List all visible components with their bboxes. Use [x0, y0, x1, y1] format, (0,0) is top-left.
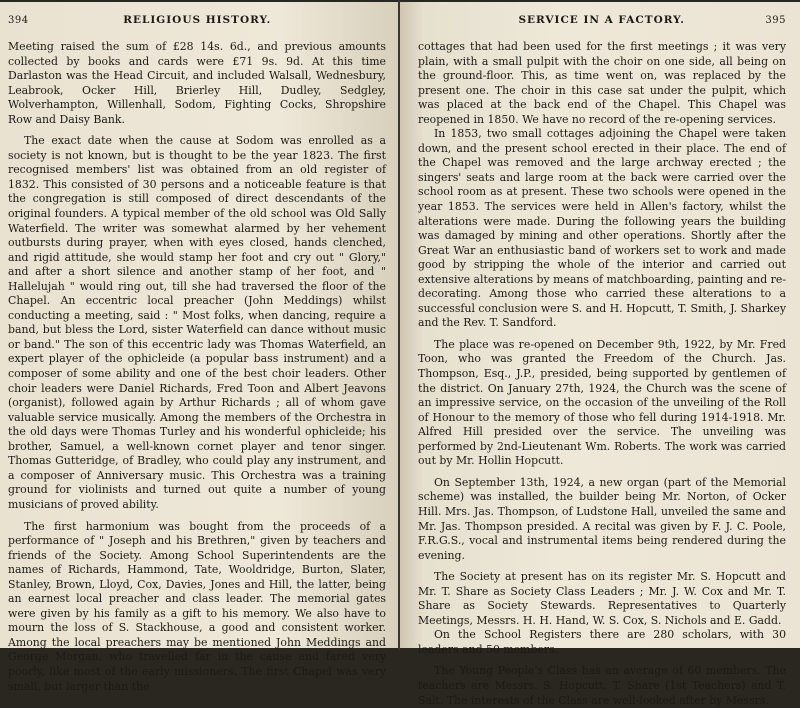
right-page-number: 395 — [765, 15, 786, 26]
right-paragraph-3: The place was re-opened on December 9th, 1922, by Mr. Fred Toon, who was granted the Freedom of the Church. Jas. Thompson, Esq., J.P., presided, being supported by gentlemen of the district. On January 27th, 1924, the Church was the scene of an impressive service, on the occasion of the unveiling of the Roll of Honour to the memory of those who fell during 1914-1918. Mr. Alfred Hill presided over the service. The unveiling was performed by 2nd-Lieutenant Wm. Roberts. The work was carried out by Mr. Hollin Hopcutt. — [418, 337, 786, 468]
right-paragraph-4: On September 13th, 1924, a new organ (part of the Memorial scheme) was installed, the builder being Mr. Norton, of Ocker Hill. Mrs. Jas. Thompson, of Ludstone Hall, unveiled the same and Mr. Jas. Thompson presided. A recital was given by F. J. C. Poole, F.R.G.S., vocal and instrumental items being rendered during the evening. — [418, 475, 786, 562]
left-page-number: 394 — [8, 15, 29, 26]
left-page-body — [8, 40, 386, 694]
right-paragraph-5: The Society at present has on its register Mr. S. Hopcutt and Mr. T. Share as Society Class Leaders ; Mr. J. W. Cox and Mr. T. Share as Society Stewards. Representatives to Quarterly Meetings, Messrs. H. H. Hand, W. S. Cox, S. Nichols and E. Gadd. — [418, 570, 786, 627]
left-paragraph-1: Meeting raised the sum of £28 14s. 6d., and previous amounts collected by books and cards were £71 9s. 9d. At this time Darlaston was the Head Circuit, and included Walsall, Wednesbury, Leabrook, Ocker Hill, Brierley Hill, Dudley, Sedgley, Wolverhampton, Willenhall, Sodom, Fighting Cocks, Shropshire Row and Daisy Bank. — [8, 40, 386, 126]
right-running-head — [418, 14, 786, 40]
right-paragraph-1: cottages that had been used for the first meetings ; it was very plain, with a small pulpit with the choir on one side, all being on the ground-floor. This, as time went on, was replaced by the present one. The choir in this case sat under the pulpit, which was placed at the back end of the Chapel. This Chapel was reopened in 1850. We have no record of the re-opening services. — [418, 40, 786, 126]
right-running-title: SERVICE IN A FACTORY. — [518, 14, 685, 26]
left-page — [0, 2, 398, 693]
left-paragraph-3: The first harmonium was bought from the proceeds of a performance of " Joseph and his Brethren," given by teachers and friends of the Society. Among School Superintendents are the names of Richards, Hammond, Tate, Wooldridge, Burton, Slater, Stanley, Brown, Lloyd, Cox, Davies, Jones and Hill, the latter, being an earnest local preacher and class leader. The memorial gates were given by his family as a gift to his memory. We also have to mourn the loss of S. Stackhouse, a good and consistent worker. Among the local preachers may be mentioned John Meddings and George Morgan, who travelled far in the cause and fared very poorly, like most of the early missioners. The first Chapel was very small, but larger than the — [8, 519, 386, 693]
left-running-title: RELIGIOUS HISTORY. — [123, 14, 272, 26]
left-paragraph-2: The exact date when the cause at Sodom was enrolled as a society is not known, but is thought to be the year 1823. The first recognised members' list was obtained from an old register of 1832. This consisted of 30 persons and a noticeable feature is that the congregation is still composed of direct descendants of the original founders. A typical member of the old school was Old Sally Waterfield. The writer was somewhat alarmed by her vehement outbursts during prayer, when with eyes closed, hands clenched, and rigid attitude, she would stamp her foot and cry out " Glory," and after a short silence and another stamp of her foot, and " Hallelujah " would ring out, till she had traversed the floor of the Chapel. An eccentric local preacher (John Meddings) whilst conducting a meeting, said : " Most folks, when dancing, require a band, but bless the Lord, sister Waterfield can dance without music or band." The son of this eccentric lady was Thomas Waterfield, an expert player of the ophicleide (a popular bass instrument) and a composer of some ability and one of the best choir leaders. Other choir leaders were Daniel Richards, Fred Toon and Albert Jeavons (organist), followed again by Arthur Richards ; all of whom gave valuable service musically. Among the members of the Orchestra in the old days were Thomas Turley and his wonderful ophicleide; his brother, Samuel, a well-known cornet player and tenor singer. Thomas Gutteridge, of Bradley, who could play any instrument, and a composer of Anniversary music. This Orchestra was a training ground for violinists and turned out quite a number of young musicians of proved ability. — [8, 134, 386, 511]
right-paragraph-2: In 1853, two small cottages adjoining the Chapel were taken down, and the present school erected in their place. The end of the Chapel was removed and the large archway erected ; the singers' seats and large room at the back were carried over the school room as at present. These two schools were opened in the year 1853. The services were held in Allen's factory, whilst the alterations were made. During the following years the building was damaged by mining and other operations. Shortly after the Great War an enthusiastic band of workers set to work and made good by stripping the whole of the interior and carried out extensive alterations by means of matchboarding, painting and re-decorating. Among those who carried these alterations to a successful conclusion were S. and H. Hopcutt, T. Smith, J. Sharkey and the Rev. T. Sandford. — [418, 127, 786, 330]
right-page-body — [418, 40, 786, 708]
right-page — [400, 2, 800, 707]
left-running-head — [8, 14, 386, 40]
right-paragraph-6: On the School Registers there are 280 scholars, with 30 leaders and 50 members. — [418, 628, 786, 656]
right-paragraph-7: The Young People's Class has an average of 60 members. The teachers are Messrs. S. Hopcutt, T. Share (1st Teachers) and T. Salt. The interests of the Class are well-looked after by Messrs. — [418, 664, 786, 707]
